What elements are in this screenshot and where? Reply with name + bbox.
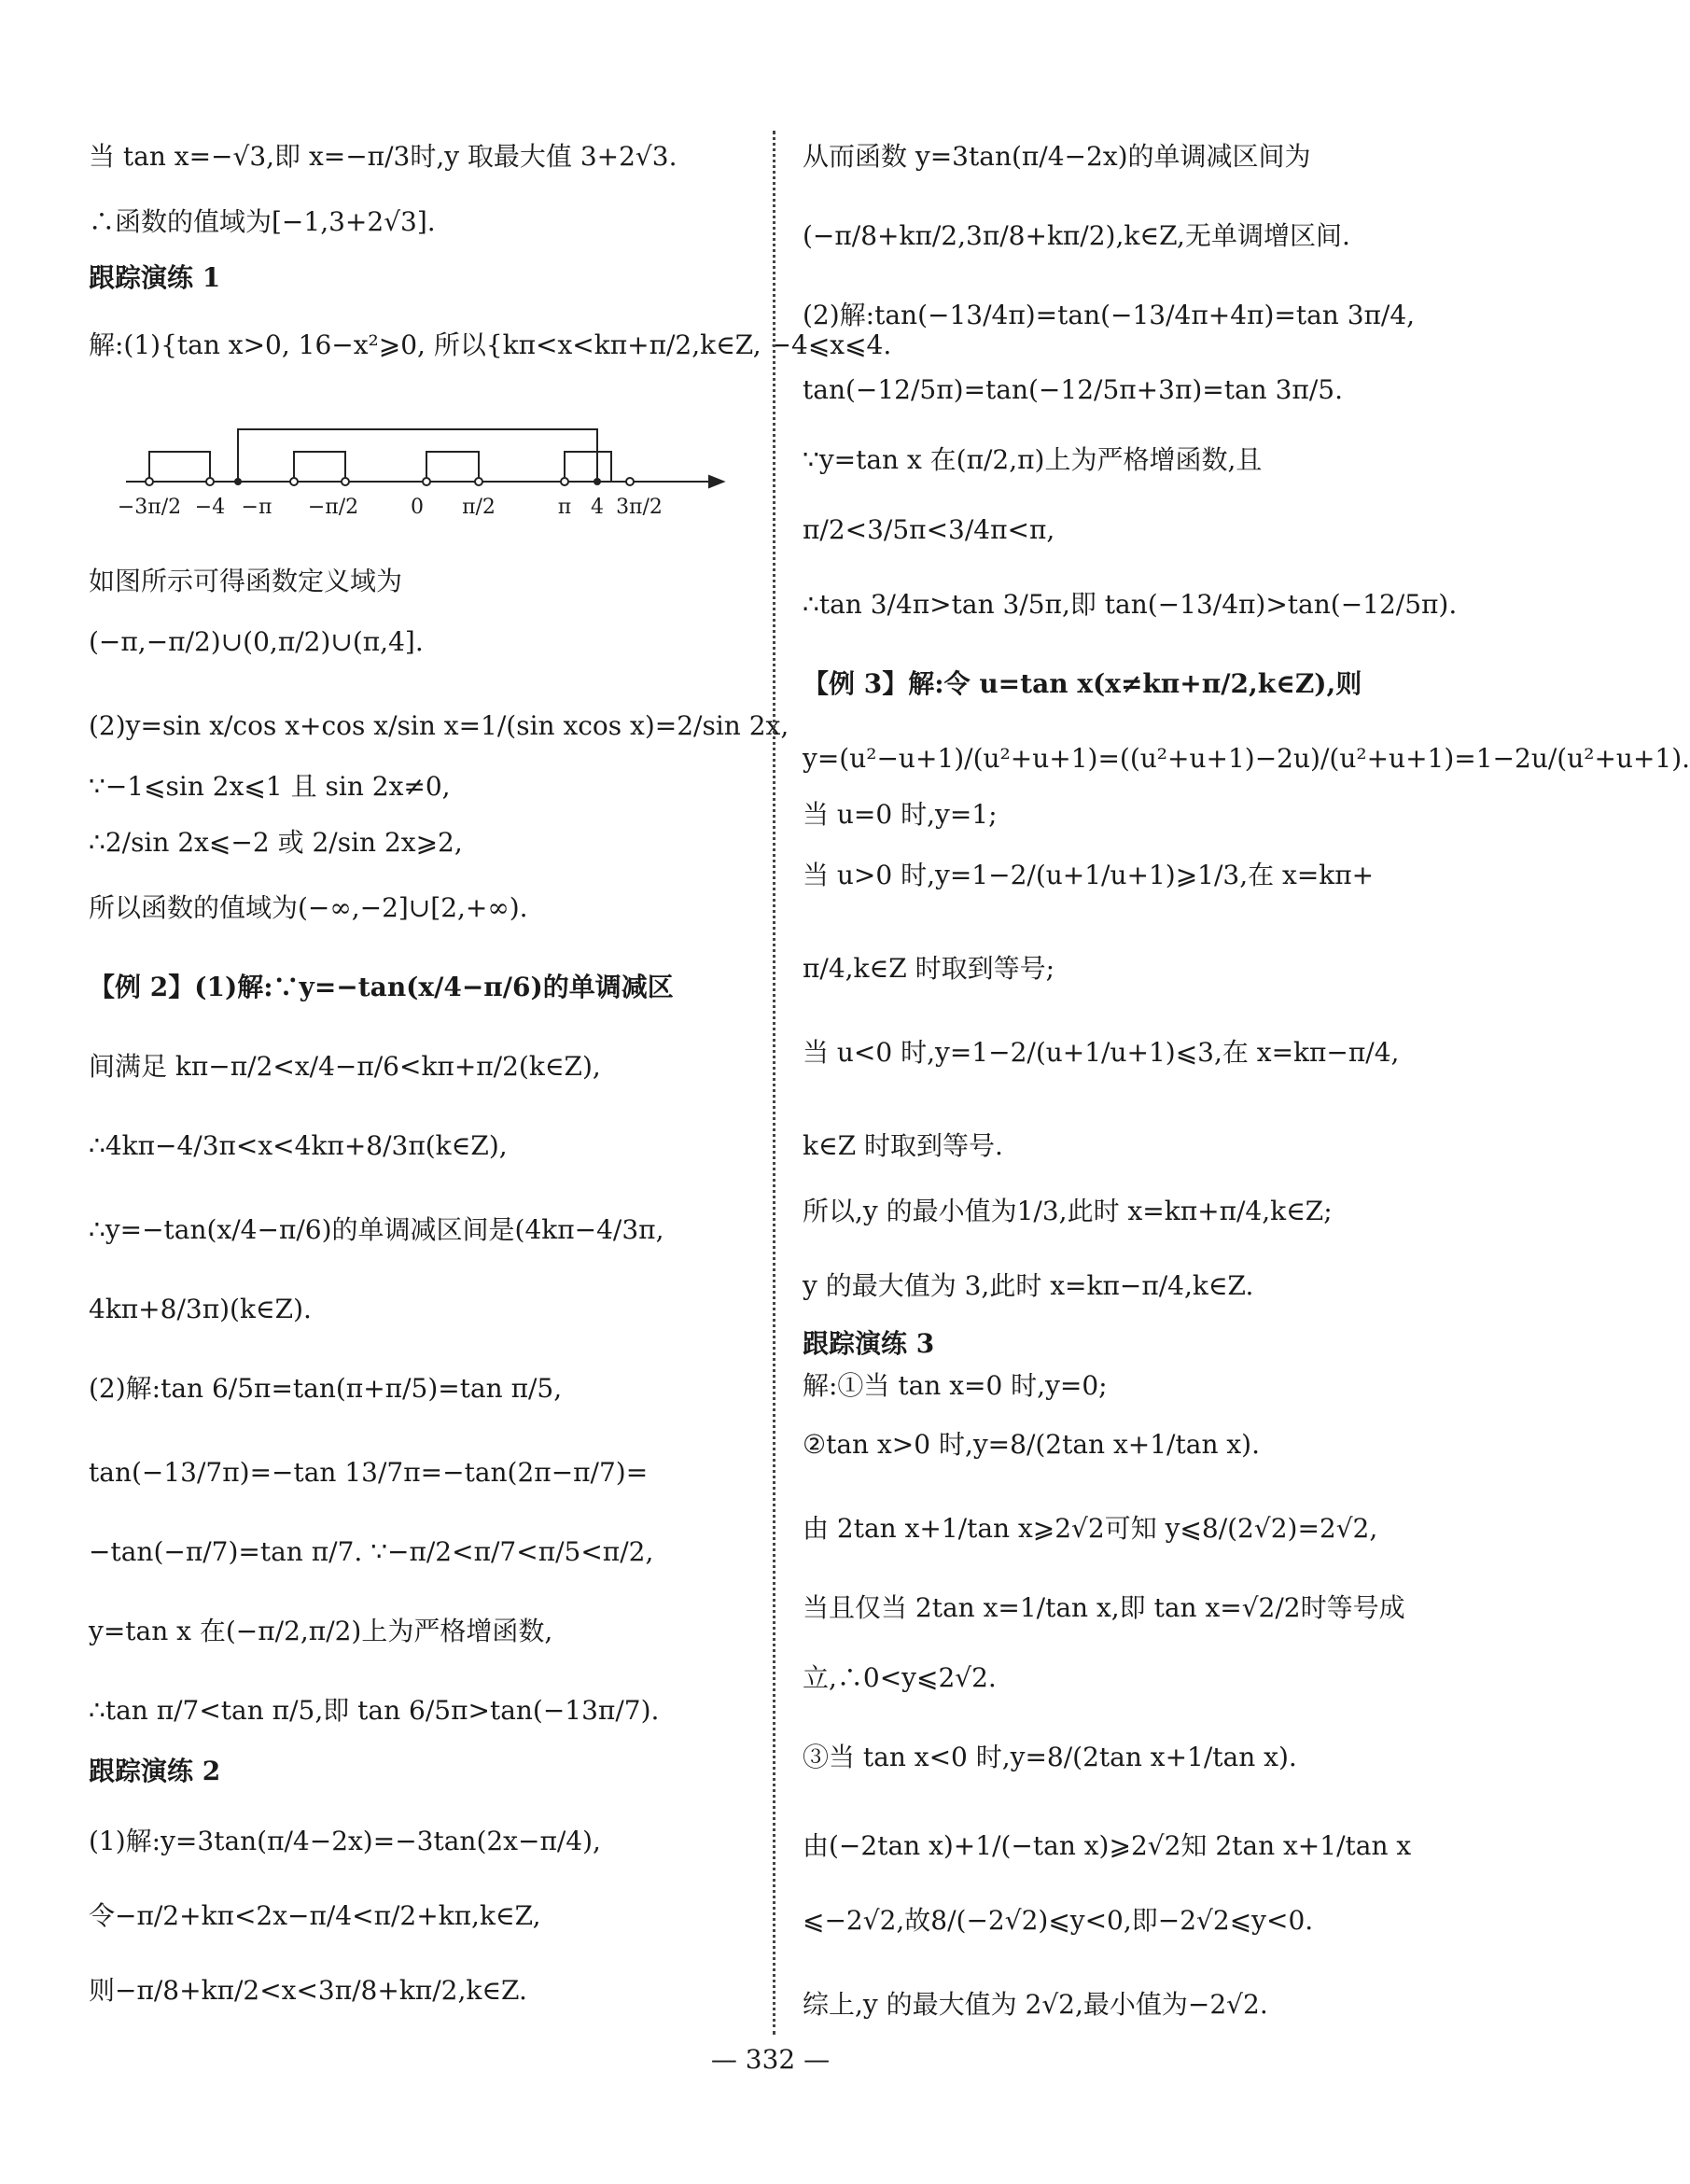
text-line: 所以,y 的最小值为1/3,此时 x=kπ+π/4,k∈Z; <box>803 1196 1333 1226</box>
tick-label: −π/2 <box>307 496 359 519</box>
text-line: tan(−13/7π)=−tan 13/7π=−tan(2π−π/7)= <box>89 1457 649 1488</box>
example-heading: 【例 3】解:令 u=tan x(x≠kπ+π/2,k∈Z),则 <box>803 668 1362 699</box>
tick-label: π/2 <box>462 496 496 519</box>
page-number: — 332 — <box>710 2044 831 2075</box>
number-line-diagram <box>117 429 723 532</box>
text-line: 当 u<0 时,y=1−2/(u+1/u+1)⩽3,在 x=kπ−π/4, <box>803 1037 1400 1068</box>
text-line: 综上,y 的最大值为 2√2,最小值为−2√2. <box>803 1989 1268 2020</box>
text-line: ⩽−2√2,故8/(−2√2)⩽y<0,即−2√2⩽y<0. <box>803 1905 1314 1936</box>
column-divider <box>773 131 775 2035</box>
text-line: 间满足 kπ−π/2<x/4−π/6<kπ+π/2(k∈Z), <box>89 1051 601 1082</box>
text-line: 4kπ+8/3π)(k∈Z). <box>89 1294 312 1324</box>
text-line: π/2<3/5π<3/4π<π, <box>803 514 1055 545</box>
text-line: 当 u>0 时,y=1−2/(u+1/u+1)⩾1/3,在 x=kπ+ <box>803 860 1375 890</box>
text-line: π/4,k∈Z 时取到等号; <box>803 953 1055 984</box>
text-line: 解:①当 tan x=0 时,y=0; <box>803 1370 1108 1401</box>
text-line: ∴4kπ−4/3π<x<4kπ+8/3π(k∈Z), <box>89 1130 508 1161</box>
text-line: 则−π/8+kπ/2<x<3π/8+kπ/2,k∈Z. <box>89 1975 527 2006</box>
text-line: (1)解:y=3tan(π/4−2x)=−3tan(2x−π/4), <box>89 1826 601 1856</box>
text-line: (−π,−π/2)∪(0,π/2)∪(π,4]. <box>89 626 424 657</box>
tick-label: π <box>557 496 572 519</box>
text-line: 令−π/2+kπ<2x−π/4<π/2+kπ,k∈Z, <box>89 1900 541 1931</box>
text-line: 当 u=0 时,y=1; <box>803 799 998 830</box>
text-line: ∴y=−tan(x/4−π/6)的单调减区间是(4kπ−4/3π, <box>89 1214 664 1245</box>
tick-label: −π <box>241 496 272 519</box>
text-line: 如图所示可得函数定义域为 <box>89 566 403 596</box>
tick-label: −3π/2 <box>117 496 182 519</box>
text-line: 立,∴0<y⩽2√2. <box>803 1662 997 1693</box>
text-line: ②tan x>0 时,y=8/(2tan x+1/tan x). <box>803 1429 1260 1460</box>
example-heading: 【例 2】(1)解:∵y=−tan(x/4−π/6)的单调减区 <box>89 972 674 1002</box>
text-line: 从而函数 y=3tan(π/4−2x)的单调减区间为 <box>803 141 1311 172</box>
text-line: 所以函数的值域为(−∞,−2]∪[2,+∞). <box>89 892 528 923</box>
text-line: 由(−2tan x)+1/(−tan x)⩾2√2知 2tan x+1/tan x <box>803 1830 1412 1861</box>
text-line: ∵−1⩽sin 2x⩽1 且 sin 2x≠0, <box>89 771 451 802</box>
tick-label: 3π/2 <box>616 496 663 519</box>
text-line: y=tan x 在(−π/2,π/2)上为严格增函数, <box>89 1616 553 1646</box>
text-line: k∈Z 时取到等号. <box>803 1130 1003 1161</box>
text-line: 当且仅当 2tan x=1/tan x,即 tan x=√2/2时等号成 <box>803 1592 1405 1623</box>
text-line: ∴tan 3/4π>tan 3/5π,即 tan(−13/4π)>tan(−12/5π). <box>803 589 1458 620</box>
text-line: −tan(−π/7)=tan π/7. ∵−π/2<π/7<π/5<π/2, <box>89 1536 654 1567</box>
text-line: ∴函数的值域为[−1,3+2√3]. <box>89 206 436 237</box>
text-line: 解:(1){tan x>0, 16−x²⩾0, 所以{kπ<x<kπ+π/2,k∈Z, −4⩽x⩽4. <box>89 329 892 360</box>
tick-label: 0 <box>411 496 424 519</box>
text-line: y 的最大值为 3,此时 x=kπ−π/4,k∈Z. <box>803 1270 1254 1301</box>
section-heading: 跟踪演练 2 <box>89 1756 221 1786</box>
tick-label: 4 <box>591 496 604 519</box>
text-line: (2)解:tan(−13/4π)=tan(−13/4π+4π)=tan 3π/4, <box>803 300 1416 330</box>
text-line: 由 2tan x+1/tan x⩾2√2可知 y⩽8/(2√2)=2√2, <box>803 1513 1378 1544</box>
text-line: tan(−12/5π)=tan(−12/5π+3π)=tan 3π/5. <box>803 374 1343 405</box>
text-line: ∵y=tan x 在(π/2,π)上为严格增函数,且 <box>803 444 1263 475</box>
text-line: ③当 tan x<0 时,y=8/(2tan x+1/tan x). <box>803 1742 1297 1772</box>
text-line: 当 tan x=−√3,即 x=−π/3时,y 取最大值 3+2√3. <box>89 141 677 172</box>
text-line: (2)y=sin x/cos x+cos x/sin x=1/(sin xcos x)=2/sin 2x, <box>89 710 789 741</box>
section-heading: 跟踪演练 3 <box>803 1328 935 1359</box>
text-line: ∴2/sin 2x⩽−2 或 2/sin 2x⩾2, <box>89 827 463 858</box>
text-line: (2)解:tan 6/5π=tan(π+π/5)=tan π/5, <box>89 1373 563 1404</box>
tick-label: −4 <box>194 496 226 519</box>
text-line: y=(u²−u+1)/(u²+u+1)=((u²+u+1)−2u)/(u²+u+1)=1−2u/(u²+u+1). <box>803 743 1690 774</box>
section-heading: 跟踪演练 1 <box>89 262 221 293</box>
text-line: (−π/8+kπ/2,3π/8+kπ/2),k∈Z,无单调增区间. <box>803 220 1350 251</box>
text-line: ∴tan π/7<tan π/5,即 tan 6/5π>tan(−13π/7). <box>89 1695 660 1726</box>
